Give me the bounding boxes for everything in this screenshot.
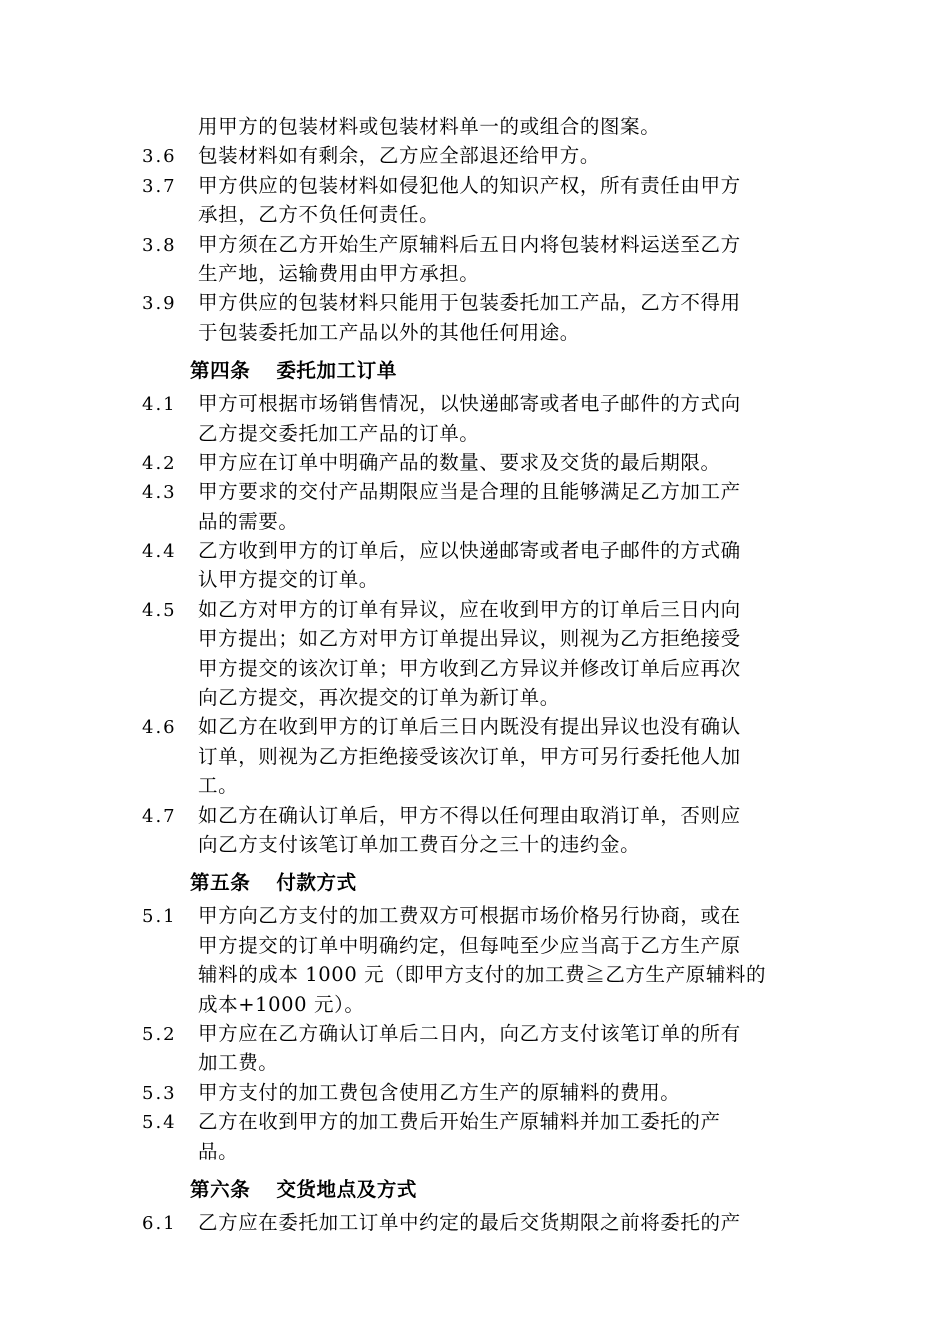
clause [142, 536, 812, 595]
clause-continuation-line: 向乙方支付该笔订单加工费百分之三十的违约金。 [198, 832, 641, 856]
clause-number: 5.3 [142, 1082, 177, 1104]
clause-text: 乙方收到甲方的订单后，应以快递邮寄或者电子邮件的方式确 [198, 539, 741, 563]
document-body [142, 112, 812, 1237]
clause-first-line [142, 595, 812, 624]
clause [142, 448, 812, 477]
clause [142, 801, 812, 860]
clause-text: 甲方应在乙方确认订单后二日内，向乙方支付该笔订单的所有 [198, 1021, 741, 1045]
clause-first-line [142, 477, 812, 506]
clauses-section-4 [142, 389, 812, 859]
clause [142, 171, 812, 230]
clauses-section-5 [142, 901, 812, 1166]
clause-continuation-line: 甲方提出；如乙方对甲方订单提出异议，则视为乙方拒绝接受 [198, 627, 741, 651]
clause-number: 4.5 [142, 599, 177, 621]
clause-continuation-line: 加工费。 [198, 1051, 279, 1075]
article-number: 第六条 [190, 1177, 251, 1201]
clause-continuation-line: 品。 [198, 1139, 239, 1163]
clause [142, 288, 812, 347]
clause-continuation-line: 生产地，运输费用由甲方承担。 [198, 261, 480, 285]
clause-number: 4.4 [142, 541, 177, 563]
clause-first-line [142, 448, 812, 477]
clause-number: 6.1 [142, 1212, 177, 1234]
clause-number: 5.4 [142, 1112, 177, 1134]
clause-text: 甲方要求的交付产品期限应当是合理的且能够满足乙方加工产 [198, 480, 741, 504]
continuation-line: 用甲方的包装材料或包装材料单一的或组合的图案。 [198, 115, 661, 138]
clause-continuation-line: 承担，乙方不负任何责任。 [198, 203, 440, 227]
clauses-section-6 [142, 1208, 812, 1237]
clause [142, 901, 812, 1019]
article-number: 第五条 [190, 871, 251, 895]
clause [142, 1107, 812, 1166]
clause-first-line [142, 230, 812, 259]
clause-number: 4.6 [142, 717, 177, 739]
clause-first-line [142, 389, 812, 418]
article-number: 第四条 [190, 359, 251, 383]
clause-number: 4.3 [142, 482, 177, 504]
clause-number: 3.6 [142, 146, 177, 168]
clause-continuation-line: 甲方提交的该次订单；甲方收到乙方异议并修改订单后应再次 [198, 656, 741, 680]
clause-text: 如乙方对甲方的订单有异议，应在收到甲方的订单后三日内向 [198, 597, 741, 621]
clause-number: 3.8 [142, 234, 177, 256]
clause-text: 甲方供应的包装材料只能用于包装委托加工产品，乙方不得用 [198, 291, 741, 315]
clause-text: 包装材料如有剩余，乙方应全部退还给甲方。 [198, 144, 601, 168]
clause-text: 甲方可根据市场销售情况，以快递邮寄或者电子邮件的方式向 [198, 392, 741, 416]
clause-first-line [142, 1078, 812, 1107]
clause-number: 4.1 [142, 394, 177, 416]
clause [142, 712, 812, 800]
clause-continuation-line: 乙方提交委托加工产品的订单。 [198, 421, 480, 445]
clause [142, 477, 812, 536]
clause-continuation-line: 品的需要。 [198, 509, 299, 533]
clause-number: 5.2 [142, 1023, 177, 1045]
clause-continuation-line: 于包装委托加工产品以外的其他任何用途。 [198, 320, 580, 344]
clause-text: 甲方应在订单中明确产品的数量、要求及交货的最后期限。 [198, 450, 721, 474]
clause-continuation-line: 成本+1000 元）。 [198, 992, 365, 1016]
clause-text: 甲方须在乙方开始生产原辅料后五日内将包装材料运送至乙方 [198, 232, 741, 256]
clause-text: 乙方在收到甲方的加工费后开始生产原辅料并加工委托的产 [198, 1110, 721, 1134]
clause-continuation-line: 甲方提交的订单中明确约定，但每吨至少应当高于乙方生产原 [198, 933, 741, 957]
clause-first-line [142, 1107, 812, 1136]
clause-first-line [142, 712, 812, 741]
clause-number: 4.7 [142, 805, 177, 827]
clause-first-line [142, 1019, 812, 1048]
clause-continuation-line: 订单，则视为乙方拒绝接受该次订单，甲方可另行委托他人加 [198, 744, 741, 768]
clause-text: 甲方向乙方支付的加工费双方可根据市场价格另行协商，或在 [198, 904, 741, 928]
clause [142, 1078, 812, 1107]
clause-first-line [142, 1208, 812, 1237]
clause-first-line [142, 901, 812, 930]
clause-number: 3.7 [142, 175, 177, 197]
clause [142, 1208, 812, 1237]
clause-continuation-line: 工。 [198, 774, 239, 798]
clause-text: 如乙方在确认订单后，甲方不得以任何理由取消订单，否则应 [198, 803, 741, 827]
section-heading-5 [142, 865, 812, 901]
article-title: 交货地点及方式 [276, 1177, 418, 1201]
clause-first-line [142, 171, 812, 200]
clause [142, 141, 812, 170]
section-heading-6 [142, 1172, 812, 1208]
clause [142, 230, 812, 289]
clause-continuation-line: 认甲方提交的订单。 [198, 568, 379, 592]
clause-number: 3.9 [142, 293, 177, 315]
clause-first-line [142, 288, 812, 317]
clause-text: 甲方供应的包装材料如侵犯他人的知识产权，所有责任由甲方 [198, 173, 741, 197]
clause [142, 1019, 812, 1078]
clause [142, 595, 812, 713]
clause-number: 4.2 [142, 452, 177, 474]
section-heading-4 [142, 353, 812, 389]
clause-first-line [142, 801, 812, 830]
clauses-section-3 [142, 141, 812, 347]
clause-continuation-line: 向乙方提交，再次提交的订单为新订单。 [198, 686, 560, 710]
clause-first-line [142, 141, 812, 170]
clause-number: 5.1 [142, 906, 177, 928]
clause [142, 389, 812, 448]
clause-text: 乙方应在委托加工订单中约定的最后交货期限之前将委托的产 [198, 1210, 741, 1234]
clause-continuation-line: 辅料的成本 1000 元（即甲方支付的加工费≧乙方生产原辅料的 [198, 963, 767, 987]
clause-text: 如乙方在收到甲方的订单后三日内既没有提出异议也没有确认 [198, 715, 741, 739]
article-title: 委托加工订单 [276, 359, 397, 383]
clause-first-line [142, 536, 812, 565]
article-title: 付款方式 [276, 871, 357, 895]
clause-text: 甲方支付的加工费包含使用乙方生产的原辅料的费用。 [198, 1080, 681, 1104]
